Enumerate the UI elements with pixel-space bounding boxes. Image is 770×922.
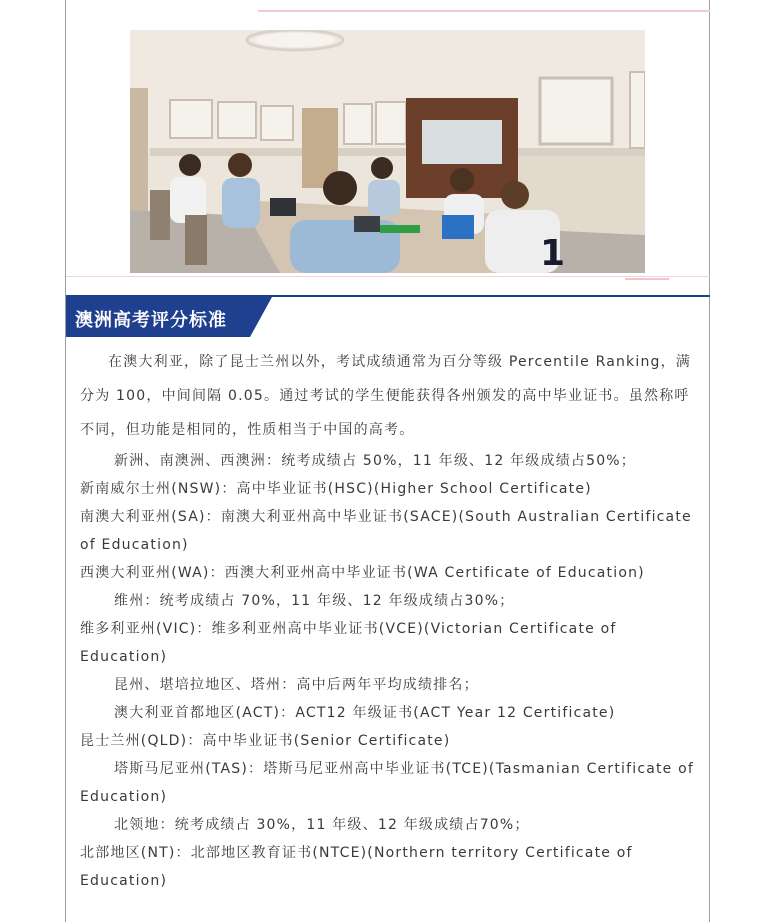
section-title-banner <box>66 297 272 337</box>
nsw-certificate-line: 新南威尔士州(NSW)：高中毕业证书(HSC)(Higher School Certificate) <box>80 481 592 497</box>
section-title: 澳洲高考评分标准 <box>75 310 227 331</box>
tas-certificate-line: 塔斯马尼亚州(TAS)：塔斯马尼亚州高中毕业证书(TCE)(Tasmanian Certificate of Education) <box>80 761 695 805</box>
photo-accent-line <box>625 278 669 280</box>
page-frame-left <box>65 0 66 922</box>
top-decorative-line <box>258 10 710 12</box>
svg-text:1: 1 <box>540 233 566 273</box>
photo-bottom-line <box>66 276 710 277</box>
nt-certificate-line: 北部地区(NT)：北部地区教育证书(NTCE)(Northern territory Certificate of Education) <box>80 845 633 889</box>
classroom-photo <box>130 30 645 273</box>
article-body <box>80 345 700 895</box>
intro-paragraph: 在澳大利亚，除了昆士兰州以外，考试成绩通常为百分等级 Percentile Ranking，满分为 100，中间间隔 0.05。通过考试的学生便能获得各州颁发的高中毕业证书。虽然称呼不同，但功能是相同的，性质相当于中国的高考。 <box>80 354 691 438</box>
score-line-qld-act-tas: 昆州、堪培拉地区、塔州：高中后两年平均成绩排名； <box>114 677 479 693</box>
act-certificate-line: 澳大利亚首都地区(ACT)：ACT12 年级证书(ACT Year 12 Certificate) <box>114 705 616 721</box>
page-frame-right <box>709 0 710 922</box>
wa-certificate-line: 西澳大利亚州(WA)：西澳大利亚州高中毕业证书(WA Certificate of Education) <box>80 565 645 581</box>
qld-certificate-line: 昆士兰州(QLD)：高中毕业证书(Senior Certificate) <box>80 733 451 749</box>
score-line-vic: 维州：统考成绩占 70%，11 年级、12 年级成绩占30%； <box>114 593 515 609</box>
vic-certificate-line: 维多利亚州(VIC)：维多利亚州高中毕业证书(VCE)(Victorian Certificate of Education) <box>80 621 617 665</box>
score-line-nt: 北领地：统考成绩占 30%，11 年级、12 年级成绩占70%； <box>114 817 530 833</box>
sa-certificate-line: 南澳大利亚州(SA)：南澳大利亚州高中毕业证书(SACE)(South Australian Certificate of Education) <box>80 509 692 553</box>
score-line-nsw-sa-wa: 新洲、南澳洲、西澳洲：统考成绩占 50%，11 年级、12 年级成绩占50%； <box>114 453 637 469</box>
